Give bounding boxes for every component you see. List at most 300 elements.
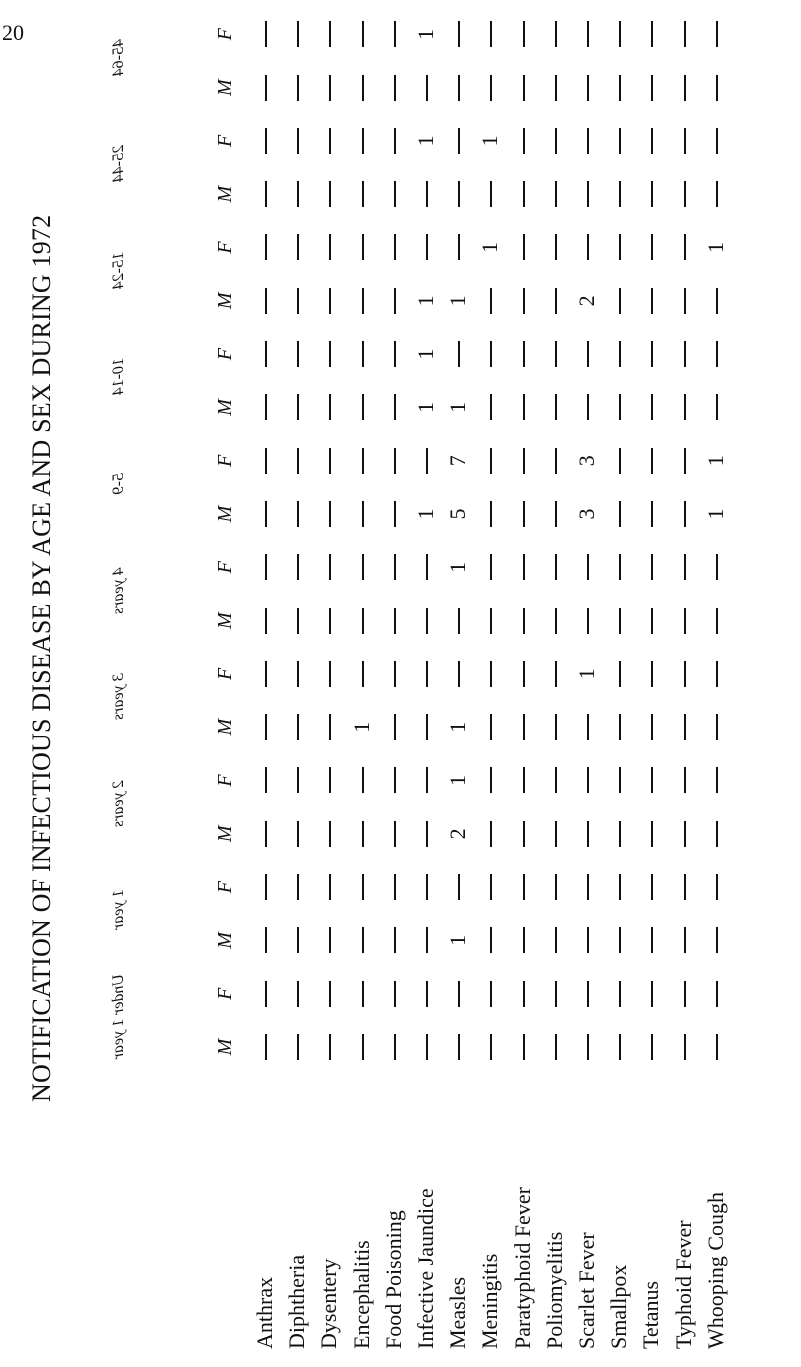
table-cell-dash (265, 981, 267, 1007)
table-cell-dash (587, 608, 589, 634)
table-cell-dash (523, 394, 525, 420)
table-cell: 3 (574, 508, 599, 520)
table-cell-dash (394, 128, 396, 154)
table-cell-dash (362, 181, 364, 207)
table-cell-dash (587, 554, 589, 580)
table-cell-dash (716, 341, 718, 367)
table-cell-dash (587, 21, 589, 47)
table-cell-dash (458, 341, 460, 367)
table-cell: 1 (702, 242, 728, 253)
page-title: NOTIFICATION OF INFECTIOUS DISEASE BY AGE AND SEX DURING 1972 (27, 214, 56, 1102)
row-label: Food Poisoning (380, 1210, 406, 1349)
table-cell-dash (684, 821, 686, 847)
table-cell-dash (651, 981, 653, 1007)
sex-label: F (214, 134, 236, 148)
table-cell-dash (523, 288, 525, 314)
table-cell-dash (490, 21, 492, 47)
table-cell-dash (684, 288, 686, 314)
sex-label: F (214, 774, 236, 787)
table-cell-dash (651, 874, 653, 900)
table-cell-dash (297, 554, 299, 580)
table-cell-dash (523, 128, 525, 154)
table-cell-dash (458, 874, 460, 900)
table-cell: 1 (445, 401, 471, 413)
table-cell-dash (587, 981, 589, 1007)
table-cell: 1 (445, 721, 471, 733)
sex-label: F (214, 667, 236, 681)
table-cell-dash (490, 821, 492, 847)
table-cell-dash (426, 1034, 428, 1060)
table-cell-dash (490, 661, 492, 687)
table-cell-dash (394, 21, 396, 47)
sex-label: F (214, 28, 236, 41)
sex-label: F (214, 881, 236, 894)
table-cell-dash (587, 874, 589, 900)
table-cell-dash (684, 714, 686, 740)
table-cell-dash (362, 501, 364, 527)
table-cell-dash (394, 874, 396, 900)
table-cell-dash (555, 448, 557, 474)
table-cell-dash (265, 608, 267, 634)
table-cell-dash (362, 608, 364, 634)
sex-label: F (214, 348, 236, 361)
table-cell-dash (394, 661, 396, 687)
table-cell-dash (716, 661, 718, 687)
table-cell: 1 (477, 242, 503, 253)
table-cell-dash (394, 608, 396, 634)
table-cell-dash (265, 501, 267, 527)
table-cell-dash (716, 288, 718, 314)
sex-label: M (214, 505, 236, 523)
table-cell: 1 (413, 295, 438, 307)
table-cell: 1 (445, 561, 471, 573)
table-cell-dash (684, 75, 686, 101)
age-group-header: Under 1 year (110, 974, 127, 1060)
sex-label: F (214, 561, 236, 574)
table-cell-dash (555, 21, 557, 47)
table-cell-dash (684, 874, 686, 900)
table-cell-dash (426, 714, 428, 740)
table-cell-dash (523, 235, 525, 261)
table-cell-dash (265, 448, 267, 474)
table-cell-dash (394, 288, 396, 314)
table-cell-dash (426, 448, 428, 474)
table-cell-dash (329, 927, 331, 953)
table-cell: 2 (445, 828, 471, 840)
age-group-header: 45-64 (110, 38, 127, 76)
row-label: Infective Jaundice (413, 1188, 438, 1349)
table-cell-dash (297, 181, 299, 207)
table-cell-dash (394, 768, 396, 794)
table-cell-dash (651, 75, 653, 101)
table-cell-dash (490, 714, 492, 740)
table-cell-dash (587, 181, 589, 207)
table-cell-dash (490, 768, 492, 794)
table-cell-dash (297, 394, 299, 420)
row-label: Paratyphoid Fever (509, 1187, 535, 1349)
row-label: Encephalitis (348, 1240, 374, 1349)
table-cell-dash (362, 661, 364, 687)
table-cell-dash (297, 1034, 299, 1060)
table-cell-dash (523, 448, 525, 474)
table-cell-dash (329, 181, 331, 207)
table-cell-dash (587, 128, 589, 154)
table-cell-dash (297, 768, 299, 794)
table-cell-dash (329, 341, 331, 367)
sex-label: M (214, 932, 236, 949)
table-cell-dash (394, 554, 396, 580)
table-cell-dash (716, 981, 718, 1007)
age-group-header: 4 years (110, 566, 127, 614)
age-group-header: 3 years (110, 673, 127, 721)
table-cell-dash (555, 288, 557, 314)
table-cell-dash (716, 181, 718, 207)
sex-label: M (214, 825, 236, 843)
table-cell-dash (716, 554, 718, 580)
table-cell-dash (619, 128, 621, 154)
table-cell-dash (297, 288, 299, 314)
table-cell-dash (651, 714, 653, 740)
table-cell-dash (684, 661, 686, 687)
table-cell-dash (297, 75, 299, 101)
table-cell-dash (265, 821, 267, 847)
table-cell-dash (490, 501, 492, 527)
table-cell-dash (684, 21, 686, 47)
table-cell-dash (297, 501, 299, 527)
row-label: Measles (445, 1276, 471, 1349)
table-cell-dash (329, 821, 331, 847)
table-cell-dash (684, 981, 686, 1007)
table-cell-dash (523, 981, 525, 1007)
age-group-header: 1 year (110, 889, 127, 931)
table-cell: 1 (574, 668, 599, 680)
table-cell-dash (329, 981, 331, 1007)
table-cell-dash (362, 341, 364, 367)
table-cell-dash (587, 341, 589, 367)
table-cell-dash (265, 1034, 267, 1060)
table-cell-dash (651, 608, 653, 634)
table-cell-dash (265, 927, 267, 953)
table-cell-dash (684, 608, 686, 634)
table-cell-dash (619, 554, 621, 580)
sex-label: M (214, 612, 236, 629)
table-cell-dash (684, 554, 686, 580)
table-cell-dash (362, 394, 364, 420)
table-cell-dash (265, 21, 267, 47)
table-cell-dash (265, 394, 267, 420)
table-cell: 7 (445, 455, 471, 467)
table-cell-dash (297, 927, 299, 953)
table-cell-dash (716, 21, 718, 47)
table-cell-dash (297, 981, 299, 1007)
table-cell-dash (426, 927, 428, 953)
table-cell-dash (394, 341, 396, 367)
table-cell-dash (490, 394, 492, 420)
table-cell-dash (458, 981, 460, 1007)
table-cell-dash (297, 661, 299, 687)
age-group-header: 25-44 (110, 145, 127, 183)
table-cell-dash (555, 341, 557, 367)
table-cell-dash (651, 21, 653, 47)
table-cell-dash (329, 128, 331, 154)
table-cell-dash (619, 874, 621, 900)
table-cell-dash (362, 821, 364, 847)
table-cell-dash (426, 608, 428, 634)
table-cell-dash (684, 1034, 686, 1060)
table-cell-dash (555, 181, 557, 207)
table-cell-dash (684, 927, 686, 953)
page-number: 20 (2, 20, 24, 45)
table-cell-dash (555, 714, 557, 740)
table-cell: 1 (445, 295, 471, 307)
table-cell-dash (297, 235, 299, 261)
table-cell-dash (587, 927, 589, 953)
table-cell-dash (619, 394, 621, 420)
table-cell-dash (362, 554, 364, 580)
table-cell-dash (394, 981, 396, 1007)
table-cell-dash (651, 128, 653, 154)
table-cell-dash (651, 501, 653, 527)
table-cell-dash (716, 394, 718, 420)
table-cell-dash (684, 128, 686, 154)
table-cell-dash (619, 181, 621, 207)
age-group-header: 10-14 (110, 358, 127, 396)
sex-label: M (214, 1038, 236, 1056)
table-cell-dash (426, 75, 428, 101)
table-cell-dash (265, 874, 267, 900)
table-cell-dash (394, 448, 396, 474)
table-cell-dash (684, 768, 686, 794)
table-cell-dash (555, 768, 557, 794)
table-cell-dash (362, 75, 364, 101)
table-cell-dash (523, 874, 525, 900)
table-cell-dash (587, 768, 589, 794)
table-cell-dash (329, 714, 331, 740)
table-cell-dash (329, 21, 331, 47)
sex-label: M (214, 292, 236, 310)
table-cell: 1 (413, 28, 438, 40)
table-cell-dash (684, 394, 686, 420)
sex-label: M (214, 399, 236, 416)
table-cell-dash (651, 235, 653, 261)
table-cell: 1 (702, 455, 728, 467)
table-cell-dash (651, 394, 653, 420)
table-cell-dash (716, 874, 718, 900)
table-cell: 1 (702, 508, 728, 520)
table-cell-dash (555, 1034, 557, 1060)
table-cell-dash (716, 714, 718, 740)
table-cell-dash (523, 501, 525, 527)
table-cell-dash (394, 75, 396, 101)
table-cell-dash (458, 1034, 460, 1060)
table-cell-dash (523, 554, 525, 580)
sex-label: M (214, 185, 236, 203)
table-cell-dash (490, 927, 492, 953)
table-cell-dash (362, 1034, 364, 1060)
table-cell-dash (651, 821, 653, 847)
table-cell-dash (362, 128, 364, 154)
table-cell-dash (651, 768, 653, 794)
table-cell-dash (490, 874, 492, 900)
table-cell-dash (426, 768, 428, 794)
table-cell-dash (587, 75, 589, 101)
table-cell-dash (619, 235, 621, 261)
table-cell-dash (362, 21, 364, 47)
table-cell-dash (523, 714, 525, 740)
sex-label: M (214, 79, 236, 96)
table-cell-dash (716, 608, 718, 634)
table-cell-dash (490, 181, 492, 207)
table-cell-dash (329, 235, 331, 261)
table-cell-dash (619, 661, 621, 687)
table-cell-dash (297, 341, 299, 367)
table-cell-dash (394, 181, 396, 207)
table-cell: 1 (413, 401, 438, 413)
table-cell-dash (523, 608, 525, 634)
table-cell-dash (297, 608, 299, 634)
table-cell-dash (394, 501, 396, 527)
table-cell-dash (490, 341, 492, 367)
table-cell-dash (394, 714, 396, 740)
table-cell-dash (329, 448, 331, 474)
table-cell-dash (619, 21, 621, 47)
table-cell-dash (265, 341, 267, 367)
table-cell-dash (458, 235, 460, 261)
table-cell-dash (362, 927, 364, 953)
table-cell-dash (426, 181, 428, 207)
age-group-header: 5-9 (110, 473, 127, 495)
table-cell-dash (362, 874, 364, 900)
table-cell-dash (265, 181, 267, 207)
table-cell-dash (394, 821, 396, 847)
table-cell-dash (329, 661, 331, 687)
table-cell-dash (619, 608, 621, 634)
table-cell-dash (297, 714, 299, 740)
age-group-header: 2 years (110, 780, 127, 827)
table-cell-dash (458, 608, 460, 634)
table-cell-dash (394, 1034, 396, 1060)
table-cell-dash (619, 1034, 621, 1060)
table-cell: 5 (445, 508, 471, 520)
table-cell-dash (458, 75, 460, 101)
table-cell-dash (297, 821, 299, 847)
table-cell-dash (523, 75, 525, 101)
table-cell-dash (651, 181, 653, 207)
table-cell: 1 (413, 508, 438, 520)
table-cell-dash (523, 927, 525, 953)
table-cell-dash (362, 448, 364, 474)
age-group-header (110, 0, 146, 4)
table-cell-dash (555, 394, 557, 420)
table-cell-dash (555, 874, 557, 900)
table-cell-dash (426, 981, 428, 1007)
table-cell-dash (297, 21, 299, 47)
sex-label: F (214, 241, 236, 254)
table-cell-dash (651, 448, 653, 474)
table-cell-dash (265, 661, 267, 687)
table-cell-dash (716, 821, 718, 847)
age-group-header: 15-24 (110, 251, 127, 290)
table-cell-dash (587, 394, 589, 420)
table-cell-dash (619, 821, 621, 847)
sex-label: F (214, 454, 236, 467)
table-cell: 3 (574, 455, 599, 467)
table-cell-dash (684, 341, 686, 367)
table-cell-dash (458, 21, 460, 47)
table-cell-dash (555, 981, 557, 1007)
table-cell-dash (523, 1034, 525, 1060)
table-cell-dash (684, 501, 686, 527)
table-cell-dash (523, 768, 525, 794)
table-cell-dash (523, 181, 525, 207)
table-cell: 1 (413, 348, 438, 360)
table-cell-dash (684, 235, 686, 261)
table-cell-dash (329, 75, 331, 101)
table-cell-dash (684, 448, 686, 474)
table-cell-dash (555, 128, 557, 154)
table-cell-dash (619, 75, 621, 101)
table-cell-dash (265, 235, 267, 261)
table-cell-dash (555, 927, 557, 953)
table-cell-dash (716, 75, 718, 101)
table-cell-dash (523, 821, 525, 847)
table-cell-dash (619, 501, 621, 527)
table-cell-dash (329, 608, 331, 634)
table-cell-dash (555, 608, 557, 634)
table-cell-dash (619, 714, 621, 740)
table-cell: 1 (413, 135, 438, 147)
table-cell-dash (651, 661, 653, 687)
table-cell-dash (619, 341, 621, 367)
table-cell-dash (426, 235, 428, 261)
table-cell-dash (587, 821, 589, 847)
table-cell-dash (716, 128, 718, 154)
table-cell-dash (329, 288, 331, 314)
table-cell-dash (651, 927, 653, 953)
table-cell: 1 (445, 934, 471, 946)
table-cell-dash (265, 75, 267, 101)
sex-label: F (214, 987, 236, 1000)
table-cell-dash (619, 768, 621, 794)
table-cell-dash (555, 821, 557, 847)
table-cell-dash (555, 554, 557, 580)
table-cell-dash (329, 768, 331, 794)
table-cell-dash (716, 927, 718, 953)
table-cell-dash (426, 661, 428, 687)
table-cell: 2 (574, 295, 599, 307)
table-cell-dash (716, 768, 718, 794)
table-cell-dash (716, 1034, 718, 1060)
table-cell-dash (426, 554, 428, 580)
table-cell-dash (265, 128, 267, 154)
table-cell-dash (490, 448, 492, 474)
table-cell-dash (555, 235, 557, 261)
row-label: Whooping Cough (702, 1191, 728, 1349)
table-cell-dash (394, 394, 396, 420)
table-cell-dash (619, 981, 621, 1007)
table-cell-dash (490, 288, 492, 314)
row-label: Typhoid Fever (670, 1220, 696, 1349)
table-cell: 1 (445, 775, 471, 786)
table-cell-dash (555, 75, 557, 101)
table-cell-dash (523, 341, 525, 367)
table-cell-dash (651, 554, 653, 580)
table-cell-dash (265, 288, 267, 314)
table-cell-dash (297, 874, 299, 900)
table-cell-dash (329, 394, 331, 420)
table-cell-dash (426, 821, 428, 847)
table-cell-dash (619, 288, 621, 314)
